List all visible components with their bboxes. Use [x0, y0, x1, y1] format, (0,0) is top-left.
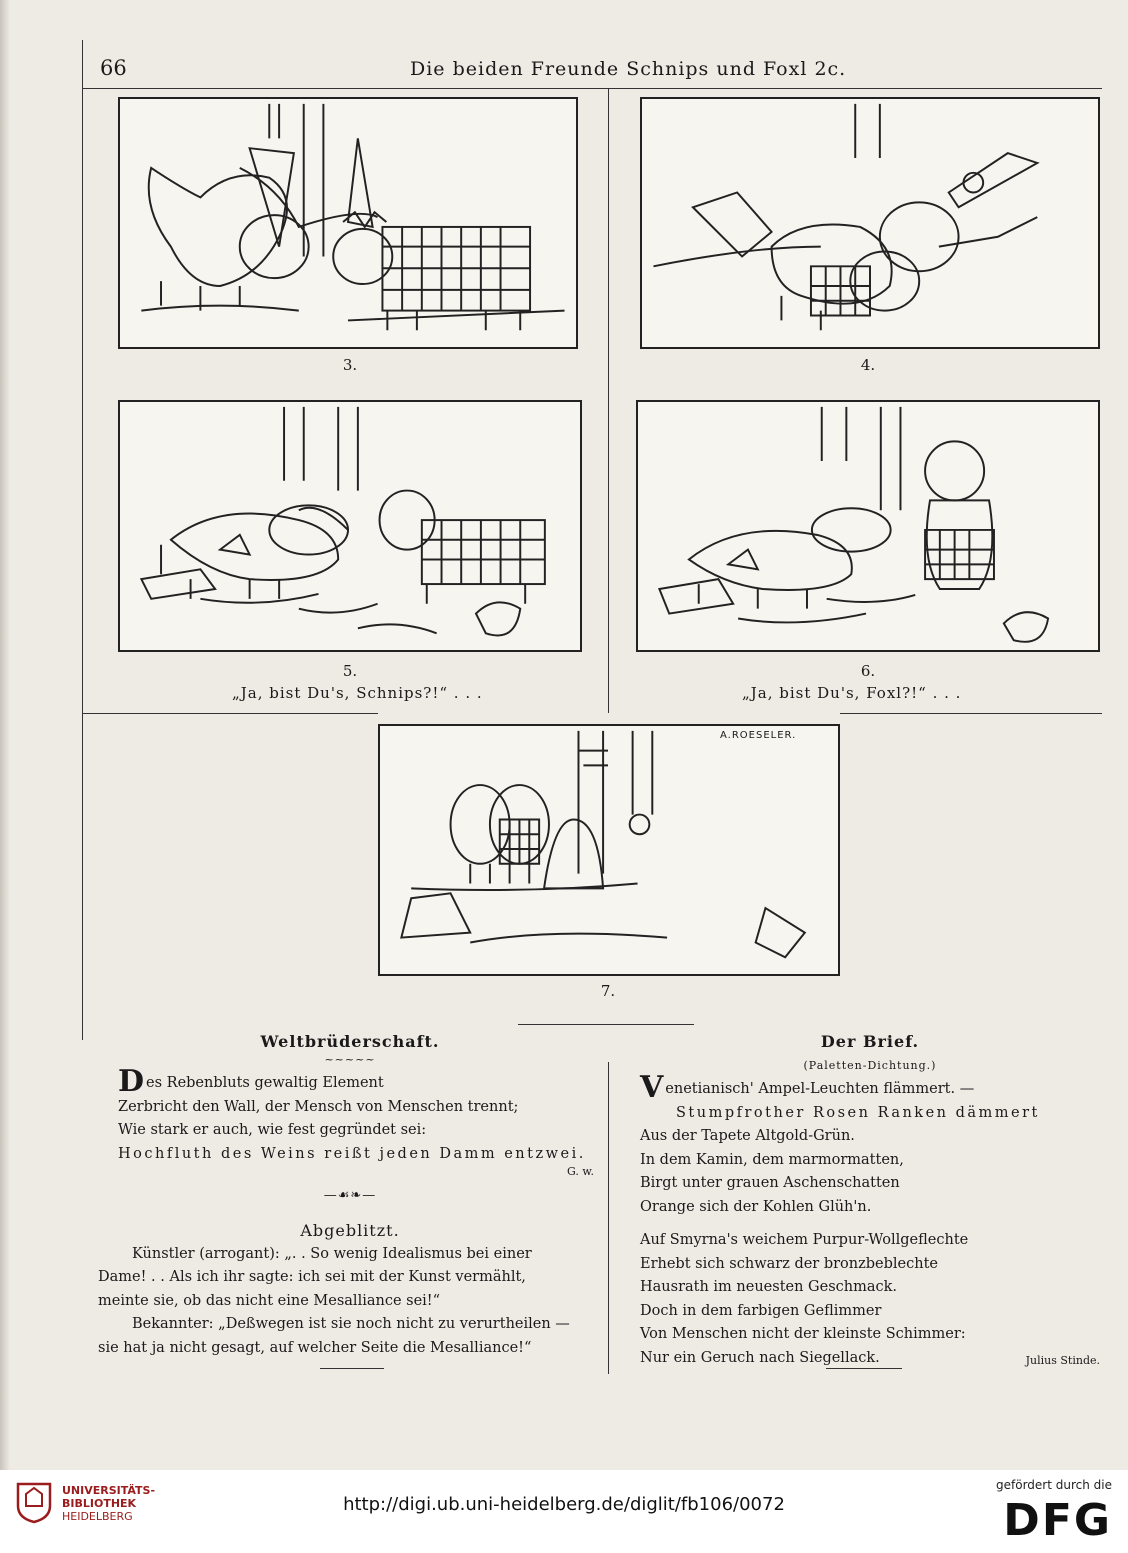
dfg-logo: DFG	[1003, 1495, 1112, 1546]
end-rule-left	[320, 1368, 384, 1369]
poem-line-1: Des Rebenbluts gewaltig Element	[118, 1064, 384, 1099]
poem-author: G. w.	[567, 1165, 594, 1178]
poem-author-stinde: Julius Stinde.	[1025, 1353, 1100, 1367]
comic-panel-6	[636, 400, 1100, 652]
left-column	[98, 1030, 602, 1360]
panel-caption-5: „Ja, bist Du's, Schnips?!“ . . .	[232, 684, 483, 702]
brief-line-2: Stumpfrother Rosen Ranken dämmert	[676, 1104, 1040, 1121]
dogs-meet-illustration	[120, 402, 580, 650]
panel-number-5: 5.	[342, 662, 358, 680]
source-url-link[interactable]: http://digi.ub.uni-heidelberg.de/diglit/fb106/0072	[343, 1494, 785, 1515]
panel-rule-left	[82, 713, 378, 714]
dogs-greeting-illustration	[638, 402, 1098, 650]
panel-number-7: 7.	[600, 982, 616, 1000]
comic-panel-4	[640, 97, 1100, 349]
brief-line-7: Auf Smyrna's weichem Purpur-Wollgeflechte	[640, 1232, 969, 1248]
left-margin-rule	[82, 40, 83, 1040]
dogs-tussle-illustration	[642, 99, 1098, 347]
dogs-facing-illustration	[120, 99, 576, 347]
poem-title-der-brief: Der Brief.	[820, 1032, 920, 1051]
ornament-divider: —☙❧—	[323, 1187, 377, 1203]
artist-signature: A.ROESELER.	[720, 730, 797, 741]
comic-panel-3	[118, 97, 578, 349]
brief-line-6: Orange sich der Kohlen Glüh'n.	[640, 1198, 872, 1215]
anecdote-title: Abgeblitzt.	[300, 1221, 400, 1240]
anecdote-line-5: sie hat ja nicht gesagt, auf welcher Seite die Mesalliance!“	[98, 1339, 532, 1356]
panel-caption-6: „Ja, bist Du's, Foxl?!“ . . .	[742, 684, 962, 702]
section-divider	[518, 1024, 694, 1025]
poem-title-weltbruederschaft: Weltbrüderschaft.	[260, 1032, 440, 1051]
panel-number-6: 6.	[860, 662, 876, 680]
brief-line-9: Hausrath im neuesten Geschmack.	[640, 1279, 898, 1295]
brief-line-3: Aus der Tapete Altgold-Grün.	[640, 1128, 855, 1144]
comic-panel-7	[378, 724, 840, 976]
brief-line-5: Birgt unter grauen Aschenschatten	[640, 1175, 900, 1191]
brief-line-12: Nur ein Geruch nach Siegellack. Julius Stinde.	[640, 1347, 1100, 1371]
poem-line-2: Zerbricht den Wall, der Mensch von Menschen trennt;	[118, 1098, 519, 1115]
dogs-walking-away-illustration	[380, 726, 838, 974]
dropcap-v: V	[640, 1070, 664, 1105]
brief-line-1: Venetianisch' Ampel-Leuchten flämmert. —	[640, 1070, 975, 1105]
poem-subtitle: (Paletten-Dichtung.)	[803, 1058, 937, 1072]
brief-line-8: Erhebt sich schwarz der bronzbeblechte	[640, 1255, 938, 1272]
panel-number-4: 4.	[860, 356, 876, 374]
anecdote-line-4: Bekannter: „Deßwegen ist sie noch nicht zu verurtheilen —	[132, 1316, 570, 1332]
page-number: 66	[100, 56, 127, 80]
running-title: Die beiden Freunde Schnips und Foxl 2c.	[410, 58, 847, 80]
poem-line-3: Wie stark er auch, wie fest gegründet sei:	[118, 1122, 427, 1138]
panel-rule-right	[840, 713, 1102, 714]
comic-panel-5	[118, 400, 582, 652]
header-rule	[82, 88, 1102, 89]
poem-line-4: Hochfluth des Weins reißt jeden Damm entzwei.	[118, 1145, 586, 1162]
brief-line-11: Von Menschen nicht der kleinste Schimmer:	[640, 1326, 966, 1342]
anecdote-line-2: Dame! . . Als ich ihr sagte: ich sei mit der Kunst vermählt,	[98, 1269, 526, 1285]
dropcap-d: D	[118, 1064, 145, 1099]
brief-line-10: Doch in dem farbigen Geflimmer	[640, 1302, 882, 1319]
title-ornament: ~~~~~	[324, 1052, 376, 1066]
right-column	[640, 1030, 1100, 1372]
anecdote-line-3: meinte sie, ob das nicht eine Mesalliance sei!“	[98, 1292, 441, 1309]
column-divider	[608, 1062, 609, 1374]
library-name: UNIVERSITÄTS- BIBLIOTHEK HEIDELBERG	[62, 1484, 156, 1523]
panel-number-3: 3.	[342, 356, 358, 374]
anecdote-line-1: Künstler (arrogant): „. . So wenig Idealismus bei einer	[132, 1245, 532, 1262]
brief-line-4: In dem Kamin, dem marmormatten,	[640, 1151, 904, 1168]
library-footer	[0, 1470, 1128, 1553]
panel-divider-vertical	[608, 88, 609, 713]
funded-by-label: gefördert durch die	[996, 1478, 1112, 1492]
